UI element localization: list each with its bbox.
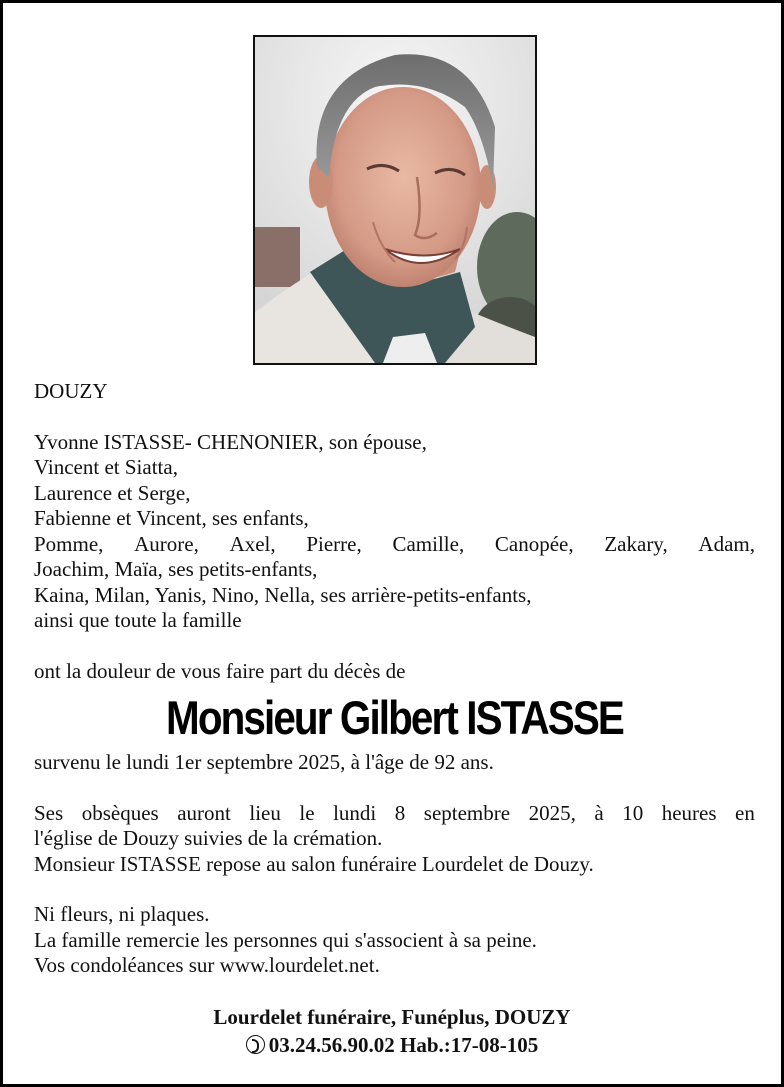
great-grandchildren-line: Kaina, Milan, Yanis, Nino, Nella, ses arrière-petits-enfants,	[34, 582, 532, 607]
grandchild-name: Pierre,	[306, 531, 362, 556]
deceased-name: Monsieur Gilbert ISTASSE	[166, 691, 623, 744]
funeral-home-name: Lourdelet funéraire, Funéplus, DOUZY	[213, 1005, 571, 1029]
portrait-photo	[253, 35, 537, 365]
funeral-word: Ses	[34, 800, 64, 825]
phone-number: 03.24.56.90.02	[268, 1033, 395, 1057]
funeral-word: 10	[622, 800, 644, 825]
funeral-line-3: Monsieur ISTASSE repose au salon funéraire Lourdelet de Douzy.	[34, 851, 594, 876]
funeral-home-footer	[3, 1003, 781, 1059]
funeral-word: lundi	[333, 800, 377, 825]
grandchild-name: Camille,	[392, 531, 465, 556]
town-name: DOUZY	[34, 379, 108, 403]
funeral-line-1	[34, 801, 755, 827]
notice-body	[34, 379, 755, 979]
grandchild-name: Aurore,	[134, 531, 199, 556]
contact-line	[3, 1031, 781, 1059]
grandchild-name: Pomme,	[34, 531, 104, 556]
funeral-word: septembre	[423, 800, 511, 825]
portrait-image	[255, 37, 535, 363]
funeral-word: 8	[394, 800, 406, 825]
funeral-line-2: l'église de Douzy suivies de la crémation.	[34, 826, 383, 850]
funeral-word: en	[735, 800, 755, 825]
family-closing: ainsi que toute la famille	[34, 608, 242, 632]
announcement-intro: ont la douleur de vous faire part du décès de	[34, 658, 406, 683]
phone-icon	[246, 1035, 265, 1054]
closing-thanks: La famille remercie les personnes qui s'associent à sa peine.	[34, 927, 537, 952]
funeral-word: 2025,	[528, 800, 576, 825]
grandchildren-line-2: Joachim, Maïa, ses petits-enfants,	[34, 557, 318, 581]
grandchildren-line-1	[34, 532, 755, 558]
grandchild-name: Axel,	[229, 531, 276, 556]
death-info: survenu le lundi 1er septembre 2025, à l'âge de 92 ans.	[34, 750, 494, 774]
grandchild-name: Canopée,	[494, 531, 574, 556]
funeral-word: heures	[661, 800, 717, 825]
funeral-word: lieu	[249, 800, 281, 825]
habilitation-number: Hab.:17-08-105	[400, 1033, 539, 1057]
funeral-word: obsèques	[81, 800, 159, 825]
grandchild-name: Adam,	[698, 531, 755, 556]
grandchild-name: Zakary,	[604, 531, 668, 556]
family-line-child-2: Laurence et Serge,	[34, 480, 191, 505]
closing-condolences: Vos condoléances sur www.lourdelet.net.	[34, 953, 380, 977]
family-line-child-3: Fabienne et Vincent, ses enfants,	[34, 506, 309, 530]
family-line-child-1: Vincent et Siatta,	[34, 455, 178, 479]
closing-no-flowers: Ni fleurs, ni plaques.	[34, 902, 210, 926]
family-line-spouse: Yvonne ISTASSE- CHENONIER, son épouse,	[34, 429, 427, 454]
funeral-word: auront	[177, 800, 231, 825]
funeral-word: le	[299, 800, 315, 825]
funeral-word: à	[594, 800, 604, 825]
